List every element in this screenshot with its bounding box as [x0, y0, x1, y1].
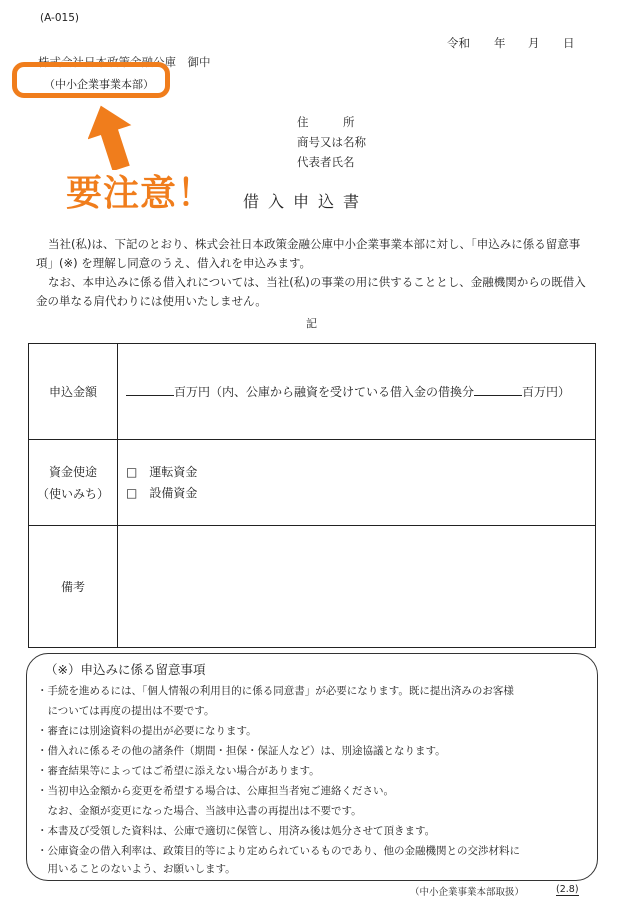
- application-table: [28, 343, 596, 648]
- representative-label: 代表者氏名: [297, 155, 355, 169]
- refinance-blank[interactable]: [474, 383, 522, 396]
- remarks-cell[interactable]: [118, 526, 596, 648]
- notes-title: （※）申込みに係る留意事項: [45, 662, 206, 677]
- purpose-label-line2: （使いみち）: [36, 486, 109, 501]
- footer-edition: （中小企業事業本部取扱）: [410, 887, 525, 898]
- form-id: (A-015): [40, 12, 79, 24]
- note-item: ・審査には別途資料の提出が必要になります。: [37, 725, 257, 737]
- amount-blank[interactable]: [126, 383, 174, 396]
- amount-unit-2: 百万円）: [522, 385, 571, 399]
- address-label: 住 所: [297, 115, 355, 129]
- amount-unit: 百万円（内、公庫から融資を受けている借入金の借換分: [174, 385, 475, 399]
- notes-box: [26, 653, 598, 881]
- date-day: 日: [563, 36, 575, 50]
- note-item: ・手続を進めるには、「個人情報の利用目的に係る同意書」が必要になります。既に提出済みのお客様: [37, 685, 514, 697]
- purpose-option-operating[interactable]: □ 運転資金: [126, 464, 198, 479]
- company-label: 商号又は名称: [297, 135, 366, 149]
- note-item: ・借入れに係るその他の諸条件（期間・担保・保証人など）は、別途協議となります。: [37, 745, 446, 757]
- division-label: （中小企業事業本部）: [44, 78, 154, 91]
- note-item: については再度の提出は不要です。: [37, 705, 215, 717]
- purpose-label: [29, 440, 118, 526]
- ki-label: 記: [306, 317, 317, 330]
- purpose-cell: [118, 440, 596, 526]
- note-item: 用いることのないよう、お願いします。: [37, 863, 236, 875]
- up-arrow-icon: [88, 104, 134, 170]
- purpose-label-line1: 資金使途: [48, 464, 97, 479]
- warning-text: 要注意！: [66, 173, 215, 214]
- footer-version: (2.8): [556, 884, 579, 895]
- paragraph-1: 当社(私)は、下記のとおり、株式会社日本政策金融公庫中小企業事業本部に対し、「申込みに係る留意事項」(※) を理解し同意のうえ、借入れを申込みます。: [36, 237, 581, 270]
- amount-cell[interactable]: [118, 344, 596, 440]
- note-item: なお、金額が変更になった場合、当該申込書の再提出は不要です。: [37, 805, 362, 817]
- note-item: ・公庫資金の借入利率は、政策目的等により定められているものであり、他の金融機関との交渉材料に: [37, 845, 520, 857]
- date-month: 月: [528, 36, 540, 50]
- note-item: ・当初申込金額から変更を希望する場合は、公庫担当者宛ご連絡ください。: [37, 785, 394, 797]
- remarks-label: 備考: [29, 526, 118, 648]
- amount-label: 申込金額: [29, 344, 118, 440]
- document-title: 借入申込書: [243, 192, 369, 211]
- paragraph-2: なお、本申込みに係る借入れについては、当社(私)の事業の用に供することとし、金融機関からの既借入金の単なる肩代わりには使用いたしません。: [36, 275, 586, 308]
- purpose-option-equipment[interactable]: □ 設備資金: [126, 485, 198, 500]
- addressee: 株式会社日本政策金融公庫 御中: [38, 55, 211, 69]
- note-item: ・審査結果等によってはご希望に添えない場合があります。: [37, 765, 320, 777]
- date-era: 令和: [447, 36, 470, 50]
- date-year: 年: [494, 36, 506, 50]
- note-item: ・本書及び受領した資料は、公庫で適切に保管し、用済み後は処分させて頂きます。: [37, 825, 436, 837]
